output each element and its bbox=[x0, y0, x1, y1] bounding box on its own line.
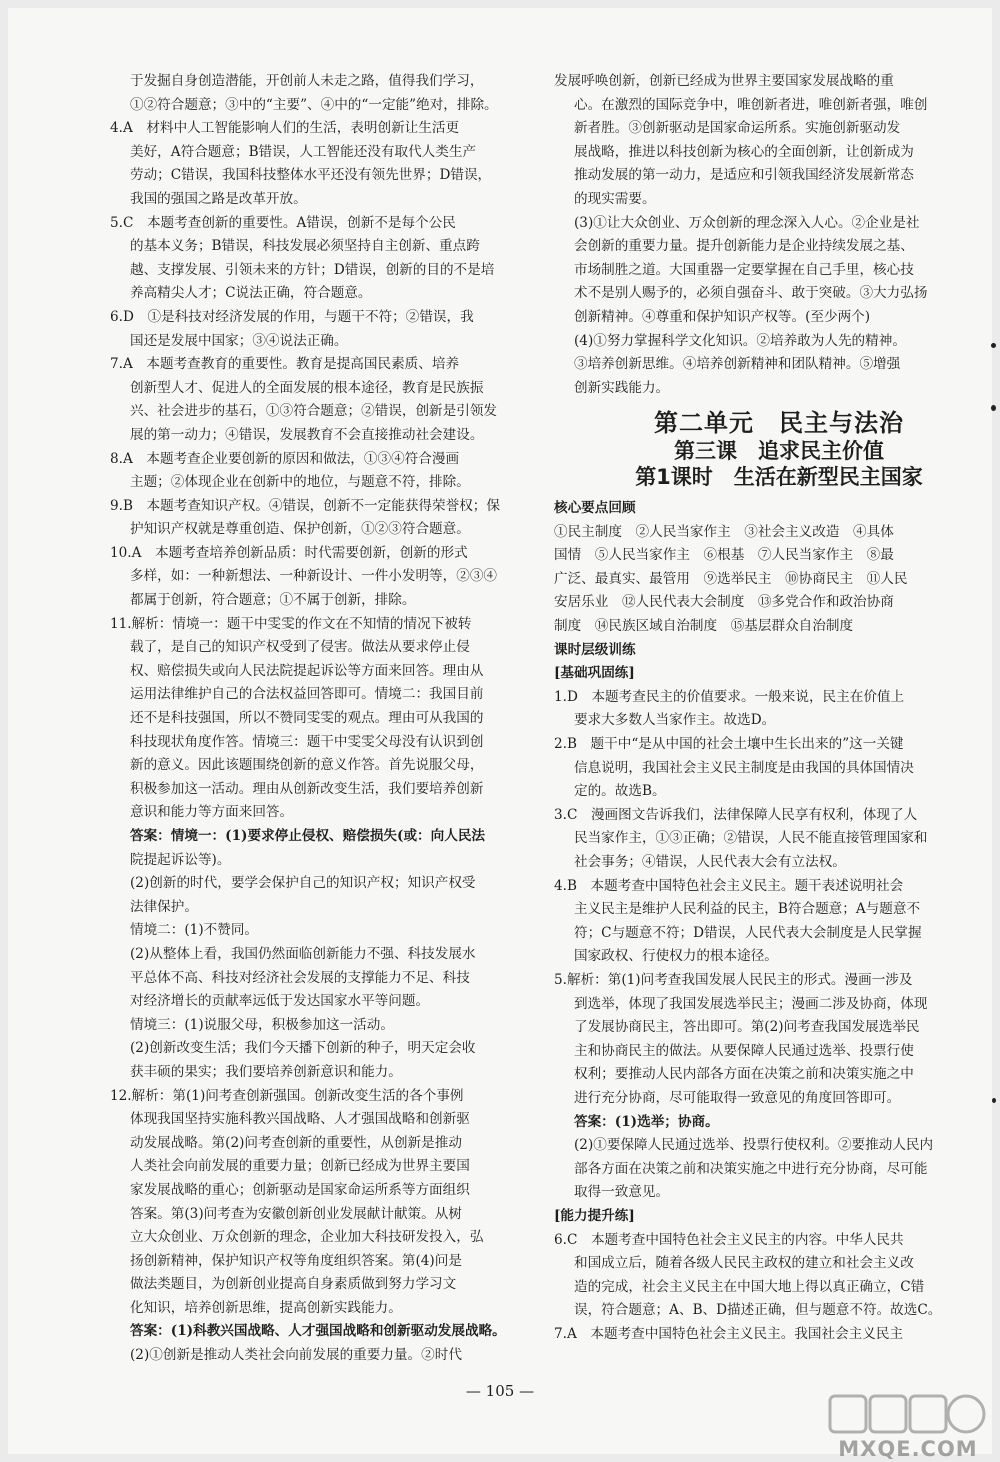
core-point-line: 安居乐业 ⑫人民代表大会制度 ⑬多党合作和政治协商 bbox=[554, 594, 894, 611]
text-line: 国家政权、行使权力的根本途径。 bbox=[574, 948, 778, 965]
text-line: (2)①创新是推动人类社会向前发展的重要力量。②时代 bbox=[130, 1347, 462, 1364]
text-line: 5.解析：第(1)问考查我国发展人民民主的形式。漫画一涉及 bbox=[554, 971, 913, 988]
text-line: 部各方面在决策之前和决策实施之中进行充分协商，尽可能 bbox=[574, 1160, 928, 1177]
text-line: 越、支撑发展、引领未来的方针；D错误，创新的目的不是培 bbox=[130, 261, 495, 278]
text-line: 权利；要推动人民内部各方面在决策之前和决策实施之中 bbox=[574, 1066, 914, 1083]
lesson-title: 第三课 追求民主价值 bbox=[674, 438, 884, 463]
text-line: 展战略，推进以科技创新为核心的全面创新，让创新成为 bbox=[574, 143, 914, 160]
text-line: 发展呼唤创新，创新已经成为世界主要国家发展战略的重 bbox=[554, 73, 894, 89]
text-line: 5.C 本题考查创新的重要性。A错误，创新不是每个公民 bbox=[110, 214, 456, 231]
text-line: ①②符合题意；③中的“主要”、④中的“一定能”绝对，排除。 bbox=[130, 96, 498, 113]
core-point-line: 广泛、最真实、最管用 ⑨选举民主 ⑩协商民主 ⑪人民 bbox=[554, 570, 908, 587]
scan-mark bbox=[991, 343, 996, 348]
text-line: 和国成立后，随着各级人民民主政权的建立和社会主义改 bbox=[574, 1255, 914, 1272]
text-line: 造的完成，社会主义民主在中国大地上得以真正确立，C错 bbox=[574, 1278, 925, 1295]
text-line: 市场制胜之道。大国重器一定要掌握在自己手里，核心技 bbox=[574, 261, 914, 278]
unit-title: 第二单元 民主与法治 bbox=[654, 409, 904, 438]
text-line: 进行充分协商，尽可能取得一致意见的角度回答即可。 bbox=[574, 1089, 901, 1106]
text-line: 还不是科技强国，所以不赞同雯雯的观点。理由可从我国的 bbox=[130, 710, 484, 727]
text-line: 术不是别人赐予的，必须自强奋斗、敢于突破。③大力弘扬 bbox=[574, 285, 928, 302]
text-line: ③培养创新思维。④培养创新精神和团队精神。⑤增强 bbox=[574, 356, 901, 373]
text-line: 国还是发展中国家；③④说法正确。 bbox=[130, 332, 348, 349]
text-line: 误，符合题意；A、B、D描述正确，但与题意不符。故选C。 bbox=[574, 1302, 942, 1319]
text-line: 劳动；C错误，我国科技整体水平还没有领先世界；D错误， bbox=[130, 167, 492, 184]
text-line: 3.C 漫画图文告诉我们，法律保障人民享有权利，体现了人 bbox=[554, 806, 918, 823]
text-line: 主题；②体现企业在创新中的地位，与题意不符，排除。 bbox=[130, 474, 470, 491]
text-line: 答案：情境一：(1)要求停止侵权、赔偿损失(或：向人民法 bbox=[130, 828, 486, 844]
text-line: 的现实需要。 bbox=[574, 190, 656, 207]
text-line: 养高精尖人才；C说法正确，符合题意。 bbox=[130, 285, 372, 302]
text-line: 1.D 本题考查民主的价值要求。一般来说，民主在价值上 bbox=[554, 688, 905, 705]
ability-practice-label: [能力提升练] bbox=[554, 1207, 635, 1224]
text-line: 创新型人才、促进人的全面发展的根本途径，教育是民族振 bbox=[130, 379, 484, 396]
text-line: 推动发展的第一动力，是适应和引领我国经济发展新常态 bbox=[574, 167, 914, 184]
text-line: 新的意义。因此该题围绕创新的意义作答。首先说服父母， bbox=[130, 757, 484, 774]
text-line: 平总体不高、科技对经济社会发展的支撑能力不足、科技 bbox=[130, 969, 470, 986]
text-line: 展的第一动力；④错误，发展教育不会直接推动社会建设。 bbox=[130, 426, 484, 443]
text-line: 主和协商民主的做法。从要保障人民通过选举、投票行使 bbox=[574, 1042, 914, 1059]
text-line: 8.A 本题考查企业要创新的原因和做法，①③④符合漫画 bbox=[110, 450, 460, 467]
text-line: 科技现状角度作答。情境三：题干中雯雯父母没有认识到创 bbox=[130, 733, 484, 750]
ability-practice-answers bbox=[554, 1229, 974, 1347]
text-line: 载了，是自己的知识产权受到了侵害。做法从要求停止侵 bbox=[130, 639, 470, 656]
text-line: 都属于创新，符合题意；①不属于创新，排除。 bbox=[130, 592, 416, 609]
text-line: 家发展战略的重心；创新驱动是国家命运所系等方面组织 bbox=[130, 1181, 470, 1198]
text-line: 4.B 本题考查中国特色社会主义民主。题干表述说明社会 bbox=[554, 877, 904, 894]
text-line: 新者胜。③创新驱动是国家命运所系。实施创新驱动发 bbox=[574, 120, 901, 137]
text-line: 情境二：(1)不赞同。 bbox=[130, 922, 259, 939]
text-line: 心。在激烈的国际竞争中，唯创新者进，唯创新者强，唯创 bbox=[574, 96, 928, 113]
text-line: 法律保护。 bbox=[130, 898, 198, 915]
text-line: 于发掘自身创造潜能，开创前人未走之路，值得我们学习， bbox=[130, 73, 484, 89]
text-line: 运用法律维护自己的合法权益回答即可。情境二：我国目前 bbox=[130, 686, 484, 703]
text-line: (2)创新的时代，要学会保护自己的知识产权；知识产权受 bbox=[130, 875, 476, 892]
text-line: 定的。故选B。 bbox=[574, 783, 666, 800]
text-line: 积极参加这一活动。理由从创新改变生活，我们要培养创新 bbox=[130, 780, 484, 797]
text-line: 化知识，培养创新思维，提高创新实践能力。 bbox=[130, 1299, 402, 1316]
text-line: (2)创新改变生活；我们今天播下创新的种子，明天定会收 bbox=[130, 1040, 476, 1057]
text-line: 创新精神。④尊重和保护知识产权等。(至少两个) bbox=[574, 308, 871, 325]
core-point-line: ①民主制度 ②人民当家作主 ③社会主义改造 ④具体 bbox=[554, 523, 894, 540]
text-line: 答案：(1)选举；协商。 bbox=[574, 1113, 719, 1130]
text-line: 我国的强国之路是改革开放。 bbox=[130, 190, 307, 207]
right-column-top-text bbox=[554, 70, 974, 400]
text-line: 答案。第(3)问考查为安徽创新创业发展献计献策。从树 bbox=[130, 1205, 462, 1222]
training-label: 课时层级训练 bbox=[554, 641, 636, 658]
text-line: 获丰硕的果实；我们要培养创新意识和能力。 bbox=[130, 1063, 402, 1080]
text-line: 情境三：(1)说服父母，积极参加这一活动。 bbox=[130, 1016, 394, 1033]
text-line: 院提起诉讼等)。 bbox=[130, 851, 231, 868]
class-hour-title: 第1课时 生活在新型民主国家 bbox=[635, 464, 923, 489]
text-line: 会创新的重要力量。提升创新能力是企业持续发展之基、 bbox=[574, 238, 914, 255]
text-line: 6.D ①是科技对经济发展的作用，与题干不符；②错误，我 bbox=[110, 308, 474, 325]
text-line: 6.C 本题考查中国特色社会主义民主的内容。中华人民共 bbox=[554, 1231, 904, 1248]
text-line: 做法类题目，为创新创业提高自身素质做到努力学习文 bbox=[130, 1276, 457, 1293]
text-line: 社会事务；④错误，人民代表大会有立法权。 bbox=[574, 854, 846, 870]
scan-mark bbox=[991, 405, 996, 411]
basic-practice-label: [基础巩固练] bbox=[554, 665, 635, 682]
text-line: 权、赔偿损失或向人民法院提起诉讼等方面来回答。理由从 bbox=[130, 662, 484, 679]
core-points-list bbox=[554, 521, 974, 639]
text-line: 12.解析：第(1)问考查创新强国。创新改变生活的各个事例 bbox=[110, 1087, 464, 1104]
core-point-line: 制度 ⑭民族区域自治制度 ⑮基层群众自治制度 bbox=[554, 618, 854, 635]
text-line: 4.A 材料中人工智能影响人们的生活，表明创新让生活更 bbox=[110, 120, 460, 137]
text-line: 对经济增长的贡献率远低于发达国家水平等问题。 bbox=[130, 993, 430, 1010]
text-line: 答案：(1)科教兴国战略、人才强国战略和创新驱动发展战略。 bbox=[130, 1323, 506, 1340]
core-points-label: 核心要点回顾 bbox=[554, 500, 636, 517]
text-line: 到选举，体现了我国发展选举民主；漫画二涉及协商，体现 bbox=[574, 995, 928, 1012]
text-line: 意识和能力等方面来回答。 bbox=[130, 804, 294, 821]
text-line: (4)①努力掌握科学文化知识。②培养敢为人先的精神。 bbox=[574, 332, 906, 349]
text-line: 符；C与题意不符；D错误，人民代表大会制度是人民掌握 bbox=[574, 924, 922, 941]
text-line: 兴、社会进步的基石，①③符合题意；②错误，创新是引领发 bbox=[130, 403, 498, 420]
text-line: 创新实践能力。 bbox=[574, 379, 670, 396]
text-line: 9.B 本题考查知识产权。④错误，创新不一定能获得荣誉权；保 bbox=[110, 497, 500, 514]
text-line: 10.A 本题考查培养创新品质：时代需要创新，创新的形式 bbox=[110, 544, 468, 561]
text-line: (2)①要保障人民通过选举、投票行使权利。②要推动人民内 bbox=[574, 1137, 934, 1154]
text-line: 的基本义务；B错误，科技发展必须坚持自主创新、重点跨 bbox=[130, 238, 480, 255]
text-line: 民当家作主，①③正确；②错误，人民不能直接管理国家和 bbox=[574, 830, 928, 847]
core-point-line: 国情 ⑤人民当家作主 ⑥根基 ⑦人民当家作主 ⑧最 bbox=[554, 547, 894, 564]
text-line: 主义民主是维护人民利益的民主，B符合题意；A与题意不 bbox=[574, 901, 921, 918]
text-line: 2.B 题干中“是从中国的社会土壤中生长出来的”这一关键 bbox=[554, 736, 904, 753]
text-line: 取得一致意见。 bbox=[574, 1184, 670, 1201]
text-line: 信息说明，我国社会主义民主制度是由我国的具体国情决 bbox=[574, 759, 914, 776]
page-number: — 105 — bbox=[465, 1382, 535, 1400]
text-line: 11.解析：情境一：题干中雯雯的作文在不知情的情况下被转 bbox=[110, 615, 472, 632]
text-line: 美好，A符合题意；B错误，人工智能还没有取代人类生产 bbox=[130, 143, 477, 160]
basic-practice-answers bbox=[554, 686, 974, 1205]
text-line: 动发展战略。第(2)问考查创新的重要性，从创新是推动 bbox=[130, 1134, 462, 1151]
text-line: 护知识产权就是尊重创造、保护创新，①②③符合题意。 bbox=[130, 521, 470, 538]
text-line: 了发展协商民主，答出即可。第(2)问考查我国发展选举民 bbox=[574, 1019, 920, 1036]
text-line: (3)①让大众创业、万众创新的理念深入人心。②企业是社 bbox=[574, 214, 920, 231]
watermark-text: MXQE.COM bbox=[838, 1437, 978, 1461]
text-line: 多样，如：一种新想法、一种新设计、一件小发明等，②③④ bbox=[130, 568, 498, 585]
left-column bbox=[110, 70, 530, 1368]
text-line: 要求大多数人当家作主。故选D。 bbox=[574, 712, 776, 729]
text-line: 体现我国坚持实施科教兴国战略、人才强国战略和创新驱 bbox=[130, 1111, 470, 1128]
text-line: 立大众创业、万众创新的理念，企业加大科技研发投入，弘 bbox=[130, 1229, 484, 1246]
text-line: (2)从整体上看，我国仍然面临创新能力不强、科技发展水 bbox=[130, 945, 476, 962]
text-line: 7.A 本题考查教育的重要性。教育是提高国民素质、培养 bbox=[110, 356, 460, 373]
text-line: 人类社会向前发展的重要力量；创新已经成为世界主要国 bbox=[130, 1158, 470, 1175]
scan-mark bbox=[992, 1098, 996, 1103]
text-line: 扬创新精神，保护知识产权等角度组织答案。第(4)问是 bbox=[130, 1252, 462, 1269]
right-column bbox=[554, 70, 974, 1346]
text-line: 7.A 本题考查中国特色社会主义民主。我国社会主义民主 bbox=[554, 1325, 904, 1342]
